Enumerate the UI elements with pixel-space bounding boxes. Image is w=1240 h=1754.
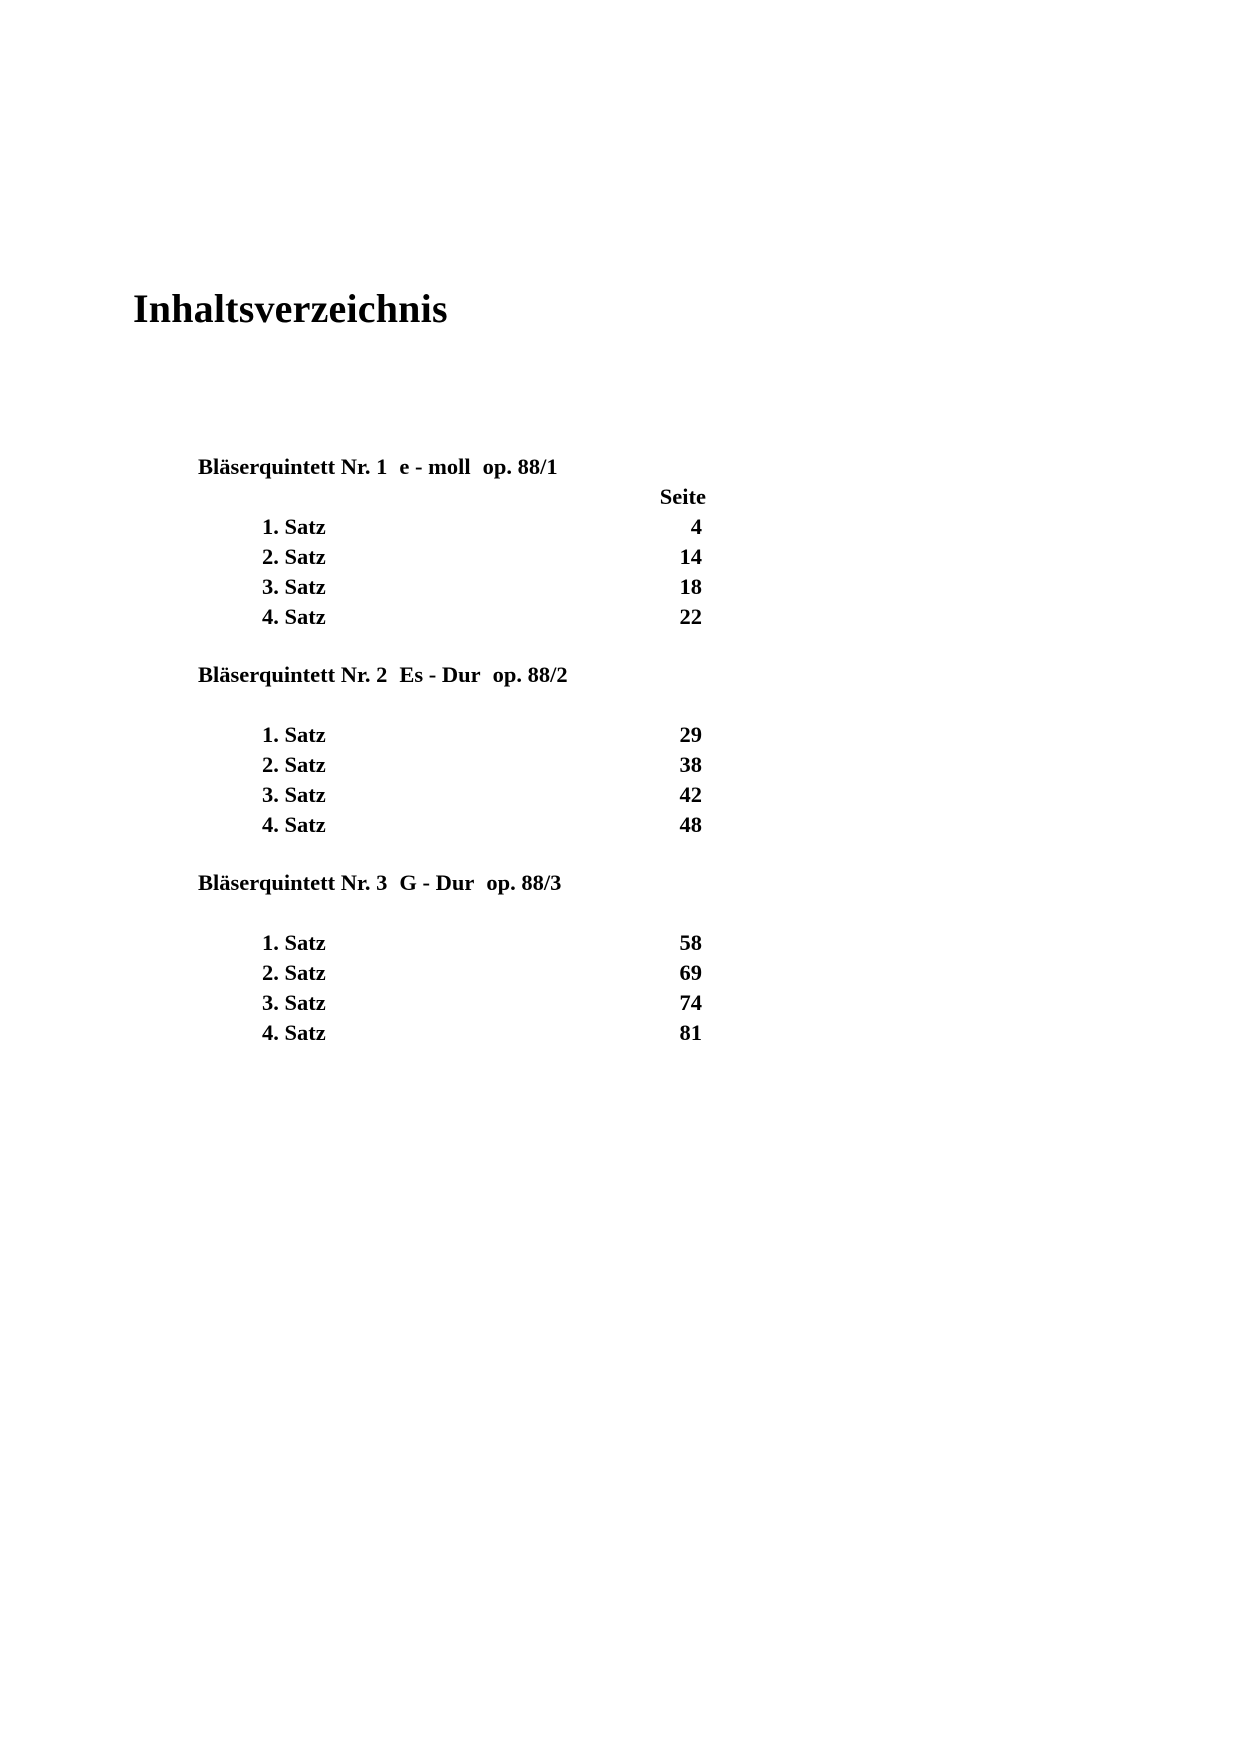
section-spacer — [198, 898, 718, 928]
movement-page-number: 42 — [679, 782, 702, 807]
section-key: e - moll — [399, 454, 471, 479]
list-item — [198, 810, 718, 840]
movement-label: 2. Satz — [262, 544, 326, 569]
list-item — [198, 512, 718, 542]
movement-label: 1. Satz — [262, 930, 326, 955]
movement-label: 2. Satz — [262, 960, 326, 985]
list-item — [198, 958, 718, 988]
section-opus: op. 88/1 — [482, 454, 558, 479]
section-spacer — [198, 690, 718, 720]
movement-label: 1. Satz — [262, 514, 326, 539]
section-key: Es - Dur — [399, 662, 481, 687]
movement-list — [198, 512, 718, 632]
list-item — [198, 720, 718, 750]
list-item — [198, 1018, 718, 1048]
section-work-title: Bläserquintett Nr. 2 — [198, 662, 388, 687]
movement-label: 4. Satz — [262, 812, 326, 837]
section-heading — [198, 868, 718, 898]
movement-label: 3. Satz — [262, 990, 326, 1015]
toc-section — [198, 868, 718, 1048]
movement-page-number: 74 — [679, 990, 702, 1015]
movement-list — [198, 720, 718, 840]
page-title: Inhaltsverzeichnis — [133, 285, 448, 331]
toc-section — [198, 660, 718, 840]
section-work-title: Bläserquintett Nr. 3 — [198, 870, 388, 895]
movement-list — [198, 928, 718, 1048]
movement-label: 4. Satz — [262, 1020, 326, 1045]
section-opus: op. 88/3 — [486, 870, 562, 895]
section-work-title: Bläserquintett Nr. 1 — [198, 454, 388, 479]
movement-page-number: 29 — [679, 722, 702, 747]
movement-page-number: 48 — [679, 812, 702, 837]
section-heading — [198, 452, 718, 482]
movement-label: 3. Satz — [262, 782, 326, 807]
movement-label: 1. Satz — [262, 722, 326, 747]
movement-page-number: 14 — [679, 544, 702, 569]
list-item — [198, 750, 718, 780]
movement-page-number: 81 — [679, 1020, 702, 1045]
page-column-header: Seite — [659, 484, 706, 509]
list-item — [198, 602, 718, 632]
section-heading — [198, 660, 718, 690]
list-item — [198, 780, 718, 810]
page-column-header-row — [198, 482, 718, 512]
movement-page-number: 4 — [690, 514, 702, 539]
movement-page-number: 69 — [679, 960, 702, 985]
section-opus: op. 88/2 — [492, 662, 568, 687]
movement-page-number: 22 — [679, 604, 702, 629]
movement-page-number: 18 — [679, 574, 702, 599]
list-item — [198, 572, 718, 602]
movement-label: 2. Satz — [262, 752, 326, 777]
movement-page-number: 58 — [679, 930, 702, 955]
list-item — [198, 542, 718, 572]
section-key: G - Dur — [399, 870, 475, 895]
movement-label: 3. Satz — [262, 574, 326, 599]
toc-section — [198, 452, 718, 632]
list-item — [198, 988, 718, 1018]
movement-page-number: 38 — [679, 752, 702, 777]
table-of-contents — [198, 452, 718, 1048]
list-item — [198, 928, 718, 958]
movement-label: 4. Satz — [262, 604, 326, 629]
